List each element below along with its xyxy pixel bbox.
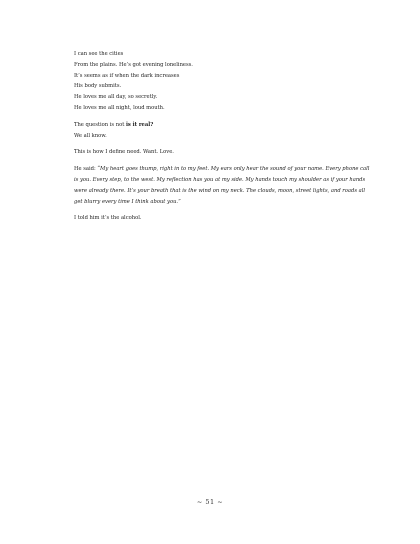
poem-line: From the plains. He’s got evening loneliness. — [74, 61, 193, 68]
said-intro: He said: — [74, 166, 98, 173]
question-prefix: The question is not — [74, 121, 126, 128]
poem-line: He loves me all night, loud mouth. — [74, 104, 165, 111]
question-emphasis: is it real? — [125, 121, 154, 128]
question-line — [74, 120, 374, 131]
definition-paragraph: This is how I define need. Want. Love. — [74, 149, 174, 156]
poem-stanza — [74, 49, 374, 114]
poem-line: I can see the cities — [74, 51, 124, 57]
question-paragraph — [74, 120, 374, 142]
page-body — [74, 49, 374, 224]
said-quote: “My heart goes thump, right in to my feet. My ears only hear the sound of your name. Every phone call is you. Every step, to the west. My reflection has you at my side. My hands touch my shoulder as if your hands were already there. It’s your breath that is the wind on my neck. The clouds, moon, street lights, and roads all get blurry every time I think about you.” — [74, 166, 370, 205]
poem-line: He loves me all day, so secretly. — [74, 94, 158, 101]
page-number: ~ 51 ~ — [196, 498, 224, 506]
poem-line: It’s seems as if when the dark increases — [74, 72, 180, 79]
closing-paragraph: I told him it’s the alcohol. — [74, 215, 142, 222]
question-answer: We all know. — [74, 132, 107, 139]
said-paragraph — [74, 164, 374, 207]
poem-line: His body submits. — [74, 83, 122, 90]
